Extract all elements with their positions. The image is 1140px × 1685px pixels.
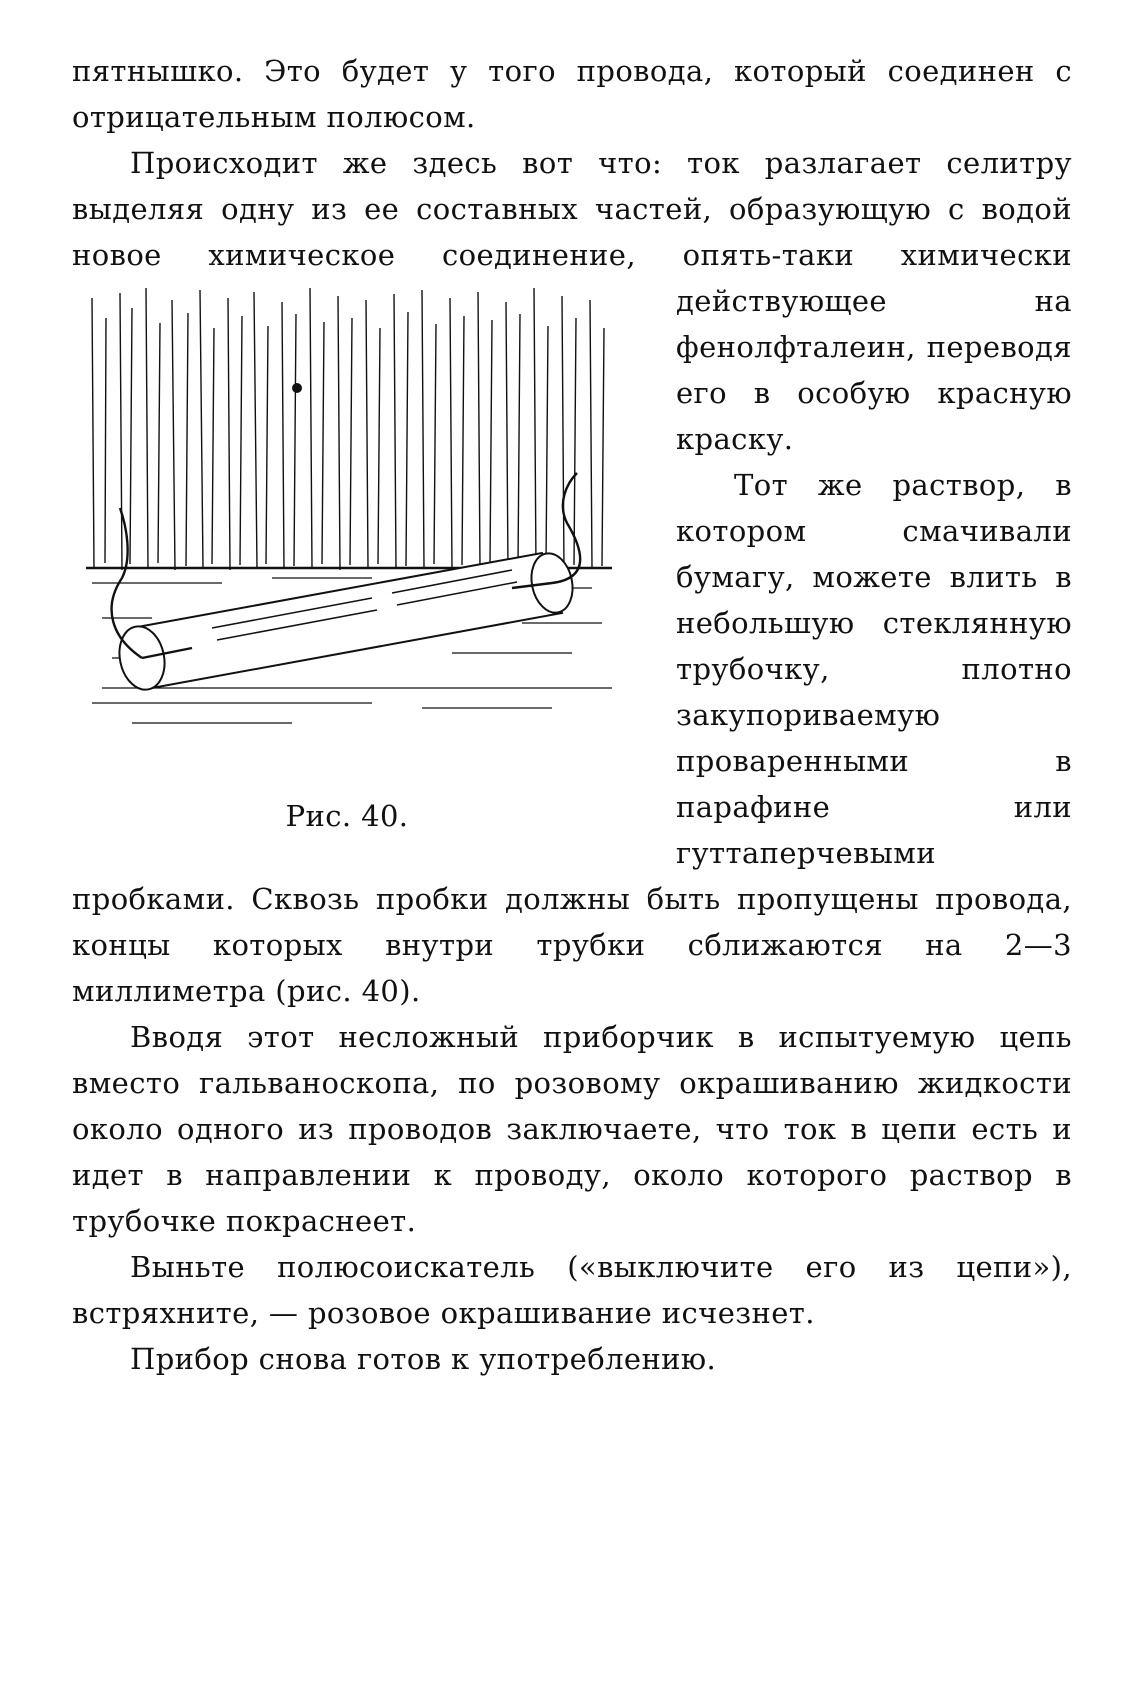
figure-40 <box>72 278 652 868</box>
wall-hatching <box>86 288 612 570</box>
paragraph-2-part2: действующее на фенолфталеин, переводя его в особую красную краску. <box>676 284 1072 456</box>
wrapped-text-block <box>72 278 1072 1382</box>
paragraph-2-part1: Происходит же здесь вот что: ток разлагает селитру выделяя одну из ее составных частей, образующую с водой новое химическое соединение, опять-таки химически <box>72 146 1072 272</box>
figure-caption: Рис. 40. <box>285 799 409 833</box>
glass-tube <box>114 549 578 693</box>
paragraph-6: Прибор снова готов к употреблению. <box>130 1342 717 1376</box>
page-body <box>72 48 1072 1382</box>
paragraph-4: Вводя этот несложный приборчик в испытуемую цепь вместо гальваноскопа, по розовому окрашиванию жидкости около одного из проводов заключаете, что ток в цепи есть и идет в направлении к проводу, около которого раствор в трубочке покраснеет. <box>72 1020 1072 1238</box>
paragraph-3: Тот же раствор, в котором смачивали бумагу, можете влить в небольшую стеклянную трубочку, плотно закупориваемую проваренными в парафине или гуттаперчевыми пробками. Сквозь пробки должны быть пропущены провода, концы которых внутри трубки сближаются на 2—3 миллиметра (рис. 40). <box>72 468 1072 1008</box>
paragraph-1: пятнышко. Это будет у того провода, который соединен с отрицательным полюсом. <box>72 54 1072 134</box>
paragraph-5: Выньте полюсоискатель («выключите его из цепи»), встряхните, — розовое окрашивание исчезнет. <box>72 1250 1072 1330</box>
tube-illustration <box>72 278 632 778</box>
paragraph-2-lead <box>72 140 1072 278</box>
